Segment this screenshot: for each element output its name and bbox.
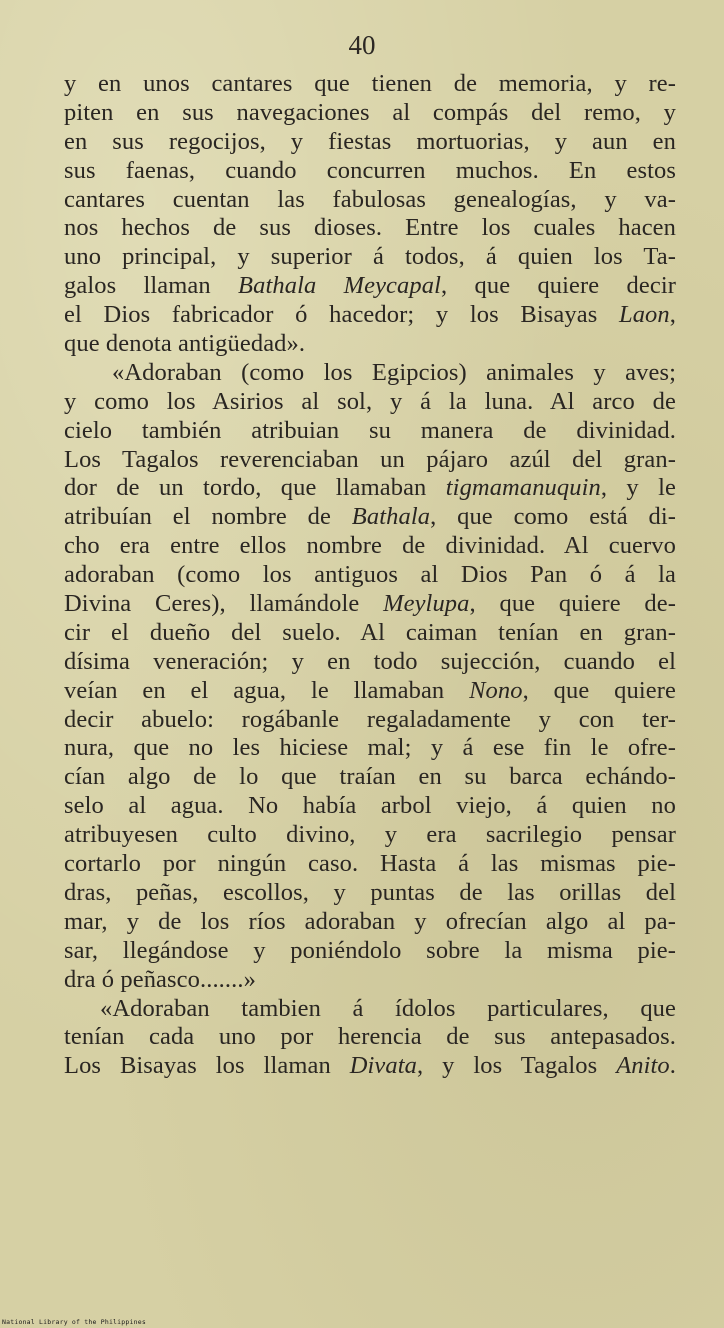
text-segment: adoraban (como los antiguos al Dios Pan ó á la [64, 561, 676, 589]
text-segment: , que quiere [522, 676, 676, 704]
text-line [64, 677, 676, 706]
text-line [64, 648, 676, 677]
text-segment: dras, peñas, escollos, y puntas de las orillas del [64, 878, 676, 906]
text-segment: . [669, 1052, 677, 1080]
text-segment: decir abuelo: rogábanle regaladamente y con ter- [64, 705, 676, 733]
text-segment: dísima veneración; y en todo sujección, cuando el [64, 647, 676, 675]
text-line [64, 503, 676, 532]
text-line [64, 186, 676, 215]
text-line [64, 359, 676, 388]
italic-term: tigmamanuquin [445, 474, 601, 502]
text-line [64, 157, 676, 186]
text-segment: uno principal, y superior á todos, á quien los Ta- [64, 243, 676, 271]
text-segment: nura, que no les hiciese mal; y á ese fin le ofre- [64, 734, 676, 762]
text-segment: «Adoraban tambien á ídolos particulares, que [100, 994, 676, 1022]
italic-term: Anito [616, 1052, 670, 1080]
text-line [64, 301, 676, 330]
text-line [64, 561, 676, 590]
text-line [64, 619, 676, 648]
text-line [64, 908, 676, 937]
text-line [64, 937, 676, 966]
text-segment: atribuían el nombre de [64, 503, 352, 531]
text-line [64, 763, 676, 792]
text-segment: dra ó peñasco.......» [64, 965, 256, 993]
text-segment: , que quiere de- [469, 590, 676, 618]
text-segment: que denota antigüedad». [64, 330, 306, 358]
text-line [64, 590, 676, 619]
text-line [64, 792, 676, 821]
italic-term: Bathala [351, 503, 431, 531]
italic-term: Divata [349, 1052, 418, 1080]
text-segment: , y los Tagalos [417, 1052, 617, 1080]
text-line [64, 99, 676, 128]
text-line [64, 995, 676, 1024]
text-line [64, 879, 676, 908]
text-line [64, 1023, 676, 1052]
text-line [64, 128, 676, 157]
text-segment: y como los Asirios al sol, y á la luna. Al arco de [64, 387, 676, 415]
text-segment: cir el dueño del suelo. Al caiman tenían en gran- [64, 618, 676, 646]
text-segment: selo al agua. No había arbol viejo, á quien no [64, 792, 676, 820]
text-line [64, 330, 676, 359]
italic-term: Meylupa [383, 590, 470, 618]
text-line [64, 214, 676, 243]
text-segment: piten en sus navegaciones al compás del remo, y [64, 98, 676, 126]
italic-term: Bathala Meycapal [238, 272, 441, 300]
text-segment: cían algo de lo que traían en su barca echándo- [64, 763, 676, 791]
text-segment: , y le [600, 474, 676, 502]
text-segment: veían en el agua, le llamaban [64, 676, 470, 704]
text-segment: nos hechos de sus dioses. Entre los cuales hacen [64, 214, 676, 242]
text-line [64, 966, 676, 995]
text-segment: Divina Ceres), llamándole [64, 590, 384, 618]
body-text [64, 70, 676, 1081]
text-line [64, 446, 676, 475]
text-line [64, 474, 676, 503]
text-segment: en sus regocijos, y fiestas mortuorias, y aun en [64, 127, 676, 155]
text-segment: galos llaman [64, 272, 239, 300]
text-segment: cortarlo por ningún caso. Hasta á las mismas pie- [64, 850, 676, 878]
text-segment: sus faenas, cuando concurren muchos. En estos [64, 156, 676, 184]
text-line [64, 70, 676, 99]
text-segment: cantares cuentan las fabulosas genealogías, y va- [64, 185, 676, 213]
text-segment: el Dios fabricador ó hacedor; y los Bisayas [64, 301, 619, 329]
text-line [64, 734, 676, 763]
text-segment: Los Bisayas los llaman [64, 1052, 350, 1080]
italic-term: Laon [618, 301, 670, 329]
text-segment: tenían cada uno por herencia de sus antepasados. [64, 1023, 676, 1051]
text-line [64, 706, 676, 735]
text-segment: atribuyesen culto divino, y era sacrilegio pensar [64, 821, 676, 849]
text-segment: cielo también atribuian su manera de divinidad. [64, 416, 676, 444]
text-segment: , que quiere decir [441, 272, 677, 300]
text-line [64, 850, 676, 879]
page-number: 40 [348, 30, 376, 60]
text-line [64, 388, 676, 417]
library-footer: National Library of the Philippines [2, 1318, 146, 1326]
text-line [64, 821, 676, 850]
text-line [64, 1052, 676, 1081]
text-segment: «Adoraban (como los Egipcios) animales y aves; [112, 358, 676, 386]
text-segment: y en unos cantares que tienen de memoria, y re- [64, 70, 676, 97]
text-line [64, 532, 676, 561]
text-segment: mar, y de los ríos adoraban y ofrecían algo al pa- [64, 907, 676, 935]
text-line [64, 243, 676, 272]
text-segment: dor de un tordo, que llamaban [64, 474, 446, 502]
text-segment: sar, llegándose y poniéndolo sobre la misma pie- [64, 936, 676, 964]
italic-term: Nono [469, 676, 523, 704]
text-line [64, 272, 676, 301]
text-segment: , que como está di- [430, 503, 676, 531]
text-segment: cho era entre ellos nombre de divinidad. Al cuervo [64, 532, 676, 560]
text-segment: Los Tagalos reverenciaban un pájaro azúl del gran- [64, 445, 676, 473]
text-line [64, 417, 676, 446]
text-segment: , [669, 301, 676, 329]
